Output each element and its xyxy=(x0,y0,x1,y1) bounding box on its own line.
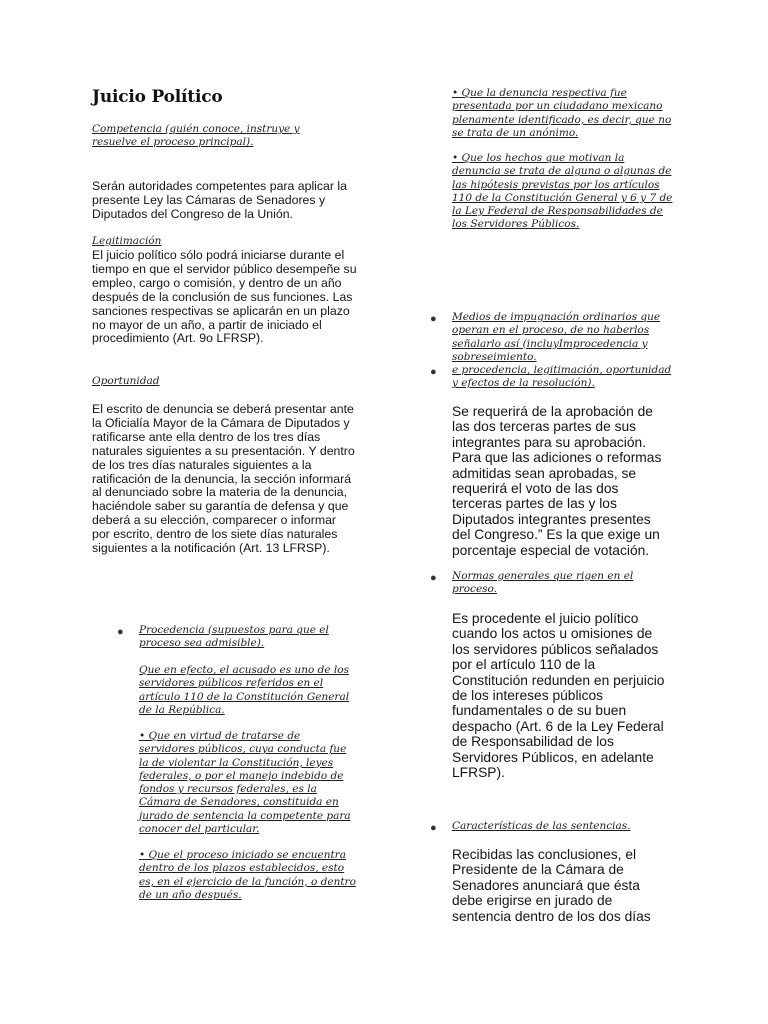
caracteristicas-heading: Características de las sentencias. xyxy=(452,820,631,832)
procedencia-bullet: ● xyxy=(117,626,124,638)
normas-body: Es procedente el juicio político cuando los actos u omisiones de los servidores públicos señalados por el artículo 110 de la Constitución redunden en perjuicio de los intereses públicos fundamentales o de su buen despacho (Art. 6 de la Ley Federal de Responsabilidad de los Servidores Públicos, en adelante LFRSP). xyxy=(452,611,665,781)
procedencia-condition-1: Que en efecto, el acusado es uno de los servidores públicos referidos en el artículo 110 de la Constitución General de la República. xyxy=(139,664,350,716)
procedencia-heading: Procedencia (supuestos para que el proceso sea admisible). xyxy=(139,624,329,650)
competencia-body: Serán autoridades competentes para aplicar la presente Ley las Cámaras de Senadores y Diputados del Congreso de la Unión. xyxy=(92,179,347,221)
normas-heading: Normas generales que rigen en el proceso. xyxy=(452,570,634,596)
procedencia-condition-2: • Que en virtud de tratarse de servidores públicos, cuya conducta fue la de violentar la Constitución, leyes federales, o por el manejo indebido de fondos y recursos federales, es la Cámara de Senadores, constituida en jurado de sentencia la competente para conocer del particular. xyxy=(139,730,351,836)
legitimacion-heading: Legitimación xyxy=(92,235,162,247)
procedencia-condition-3: • Que el proceso iniciado se encuentra dentro de los plazos establecidos, esto es, en el ejercicio de la función, o dentro de un año después. xyxy=(139,849,356,901)
caracteristicas-bullet: ● xyxy=(430,822,437,834)
normas-bullet: ● xyxy=(430,572,437,584)
votacion-body: Se requerirá de la aprobación de las dos terceras partes de sus integrantes para su aprobación. Para que las adiciones o reformas admitidas sean aprobadas, se requerirá el voto de las dos terceras partes de las y los Diputados integrantes presentes del Congreso.” Es la que exige un porcentaje especial de votación. xyxy=(452,404,662,558)
procedencia-condition-4: • Que la denuncia respectiva fue presentada por un ciudadano mexicano plenamente identificado, es decir, que no se trata de un anónimo. xyxy=(452,87,672,139)
caracteristicas-body: Recibidas las conclusiones, el Presidente de la Cámara de Senadores anunciará que ésta debe erigirse en jurado de sentencia dentro de los dos días xyxy=(452,847,651,924)
efectos-heading: e procedencia, legitimación, oportunidad y efectos de la resolución). xyxy=(452,364,672,390)
oportunidad-body: El escrito de denuncia se deberá presentar ante la Oficialía Mayor de la Cámara de Diputados y ratificarse ante ella dentro de los tres días naturales siguientes a su presentación. Y dentro de los tres días naturales siguientes a la ratificación de la denuncia, la sección informará al denunciado sobre la materia de la denuncia, haciéndole saber su garantía de defensa y que deberá a su elección, comparecer o informar por escrito, dentro de los siete días naturales siguientes a la notificación (Art. 13 LFRSP). xyxy=(92,402,355,556)
competencia-heading: Competencia (quién conoce, instruye y resuelve el proceso principal). xyxy=(92,123,300,149)
medios-heading: Medios de impugnación ordinarios que operan en el proceso, de no haberlos señalarlo así (incluyImprocedencia y sobreseimiento. xyxy=(452,311,661,363)
document-title: Juicio Político xyxy=(92,87,223,107)
oportunidad-heading: Oportunidad xyxy=(92,375,160,387)
medios-bullet: ● xyxy=(430,313,437,325)
procedencia-condition-5: • Que los hechos que motivan la denuncia se trata de alguna o algunas de las hipótesis previstas por los artículos 110 de la Constitución General y 6 y 7 de la Ley Federal de Responsabilidades de los Servidores Públicos. xyxy=(452,152,673,231)
efectos-bullet: ● xyxy=(430,366,437,378)
legitimacion-body: El juicio político sólo podrá iniciarse durante el tiempo en que el servidor público desempeñe su empleo, cargo o comisión, y dentro de un año después de la conclusión de sus funciones. Las sanciones respectivas se aplicarán en un plazo no mayor de un año, a partir de iniciado el procedimiento (Art. 9o LFRSP). xyxy=(92,248,357,346)
